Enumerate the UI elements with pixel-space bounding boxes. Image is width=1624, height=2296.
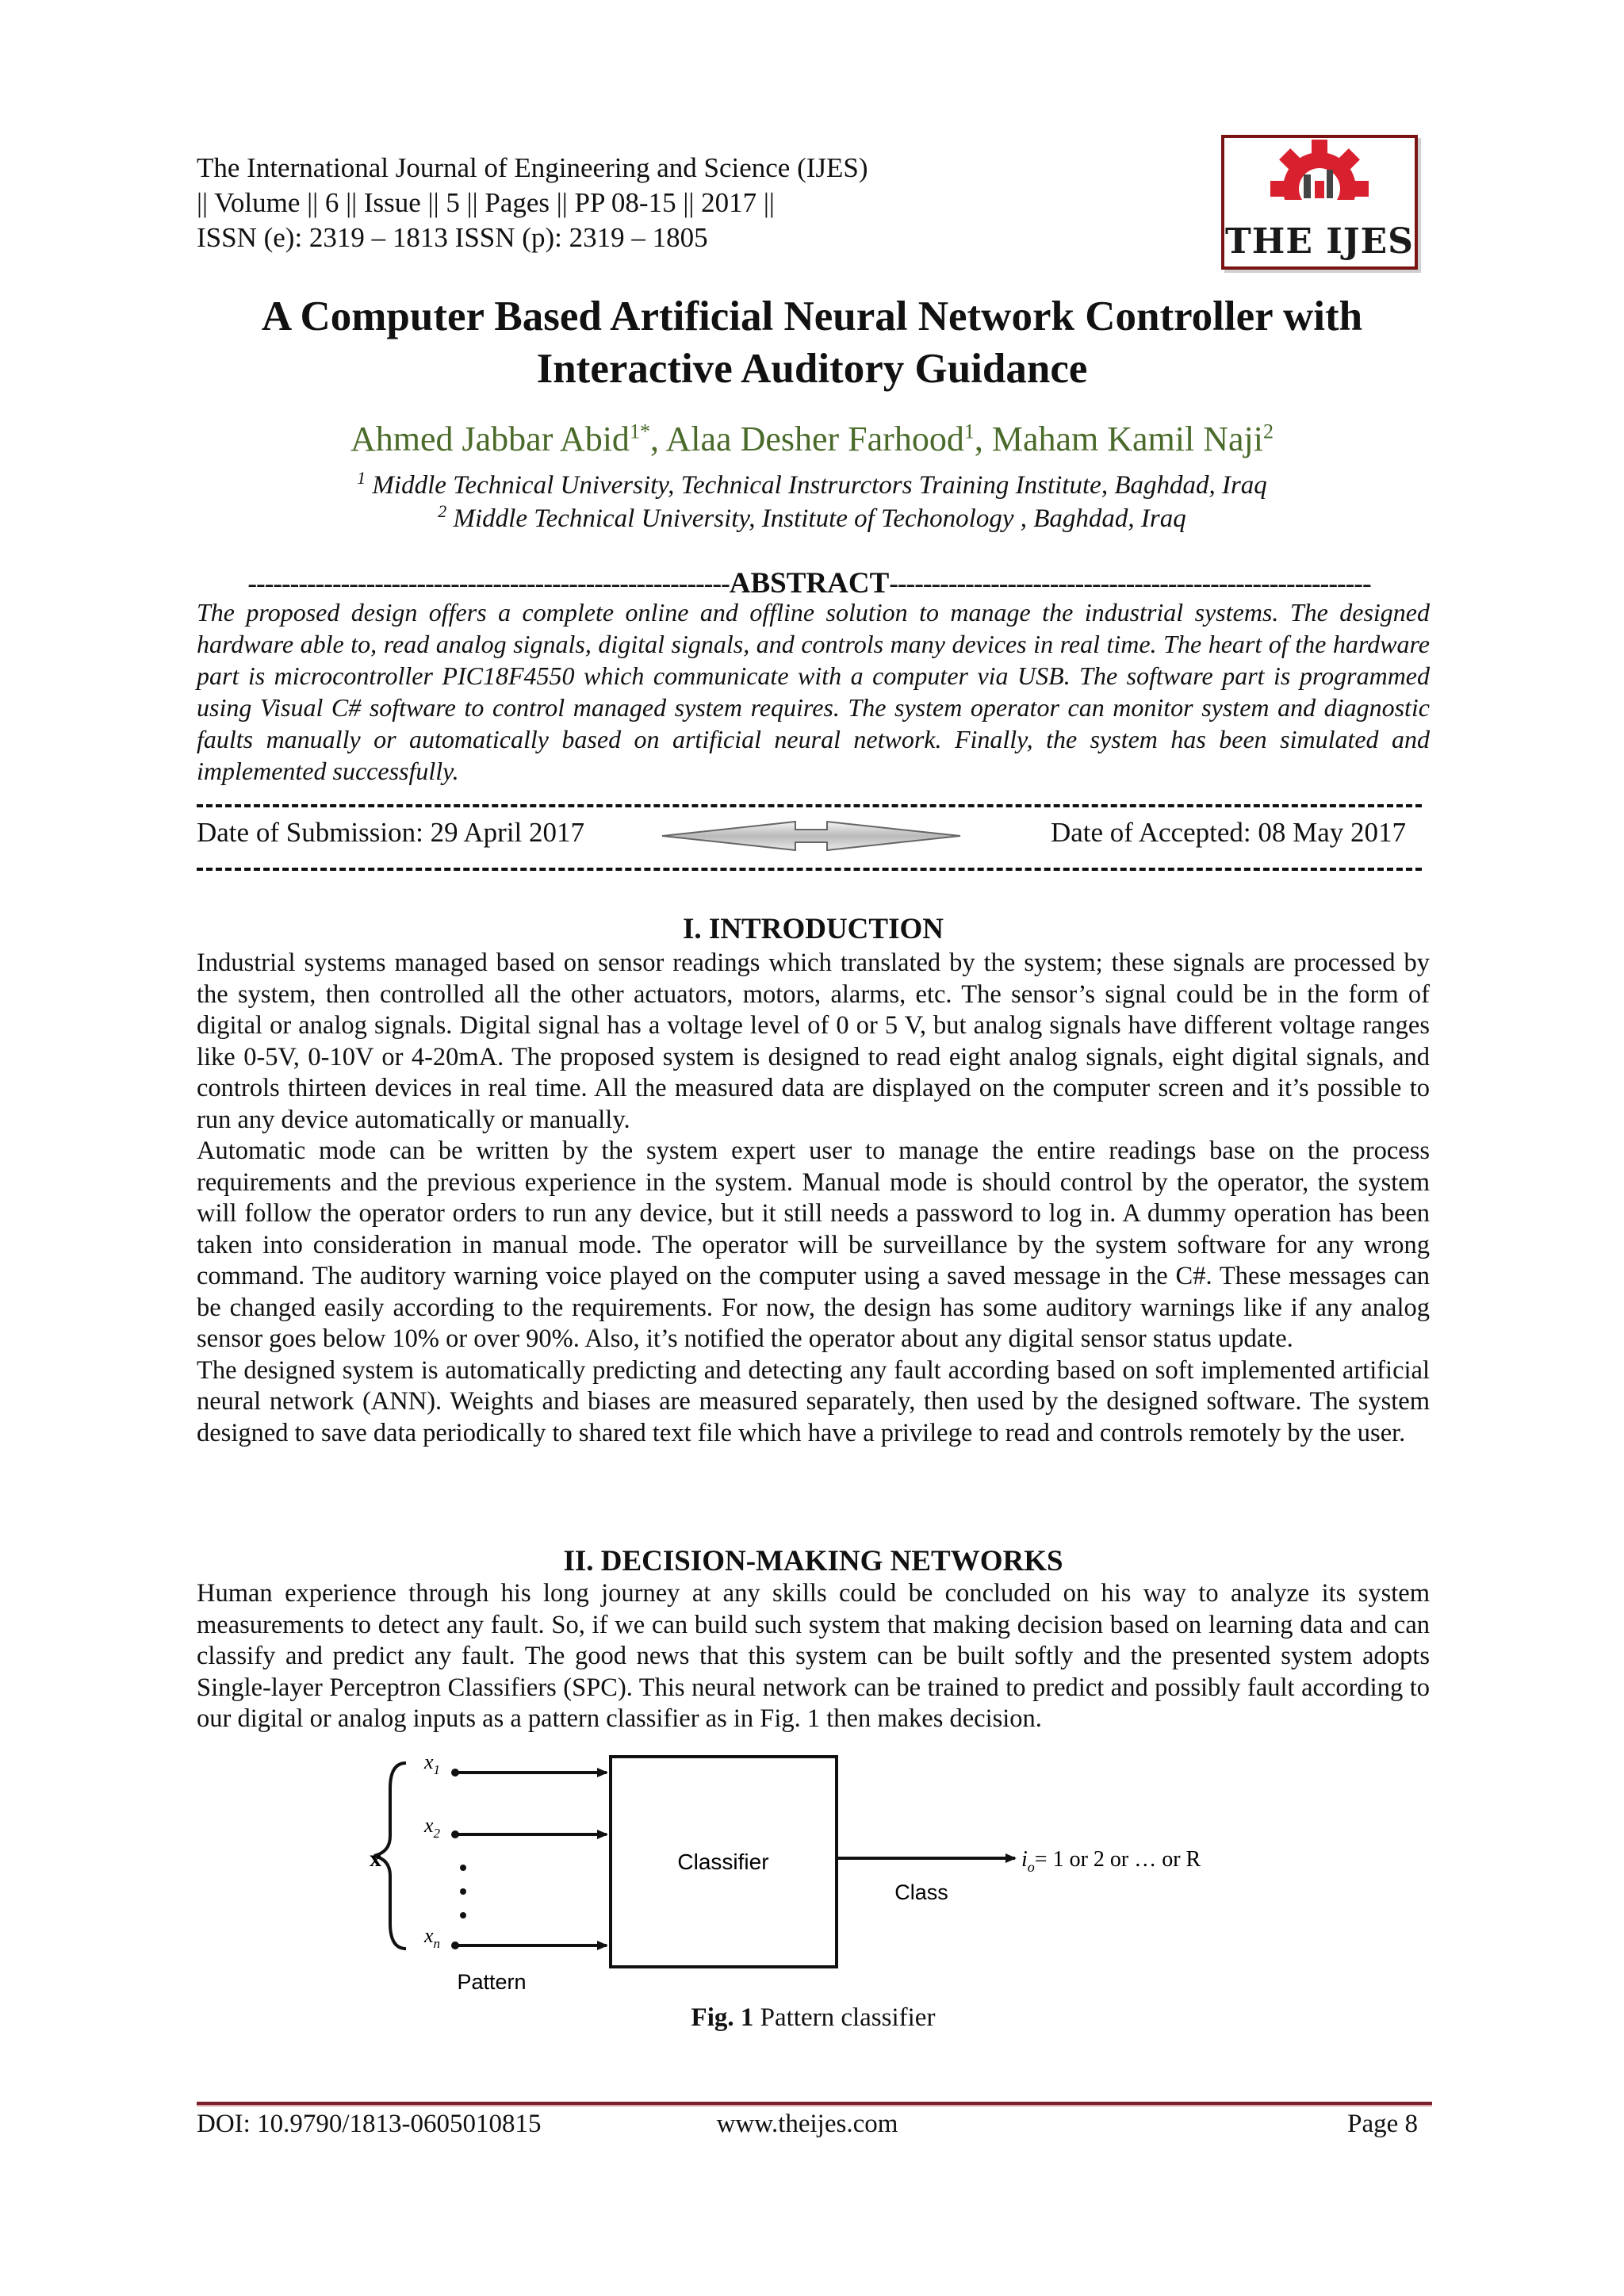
journal-volume: || Volume || 6 || Issue || 5 || Pages || PP 08-15 || 2017 || — [197, 187, 775, 218]
paragraph: Automatic mode can be written by the system expert user to manage the entire readings base on the process requirements and the previous experience in the system. Manual mode is should control by the operator, the system will follow the operator orders to run any device, but it still needs a password to log in. A dummy operation has been taken into consideration in manual mode. The operator will be surveillance by the system software for any wrong command. The auditory warning voice played on the computer using a saved message in the C#. These messages can be changed easily according to the requirements. For now, the design has some auditory warnings like if any analog sensor goes below 10% or over 90%. Also, it’s notified the operator about any digital sensor status update. — [197, 1137, 1430, 1353]
section-heading: II. DECISION-MAKING NETWORKS — [563, 1545, 1063, 1577]
gear-icon — [1224, 138, 1415, 225]
affiliation-text: Middle Technical University, Institute of Techonology , Baghdad, Iraq — [453, 504, 1186, 533]
title-line-2: Interactive Auditory Guidance — [536, 346, 1088, 392]
class-label: Class — [894, 1880, 948, 1904]
introduction-body — [197, 948, 1430, 1449]
input-vector-label: x — [370, 1846, 381, 1872]
journal-name: The International Journal of Engineering and Science (IJES) — [197, 152, 868, 183]
ellipsis-dot — [460, 1912, 466, 1918]
abstract-body: The proposed design offers a complete online and offline solution to manage the industrial systems. The designed hardware able to, read analog signals, digital signals, and controls many devices in real time. The heart of the hardware part is microcontroller PIC18F4550 which communicate with a computer via USB. The software part is programmed using Visual C# software to control managed system requires. The system operator can monitor system and diagnostic faults manually or automatically based on artificial neural network. Finally, the system has been simulated and implemented successfully. — [197, 598, 1430, 785]
paragraph: Human experience through his long journey at any skills could be concluded on his way to analyze its system measurements to detect any fault. So, if we can build such system that making decision based on learning data and can classify and predict any fault. The good news that this system can be built softly and the presented system adopts Single-layer Perceptron Classifiers (SPC). This neural network can be trained to predict and possibly fault according to our digital or analog inputs as a pattern classifier as in Fig. 1 then makes decision. — [197, 1579, 1430, 1733]
paper-title — [159, 290, 1465, 395]
double-arrow-icon — [661, 817, 962, 855]
author-affil-mark: 1* — [629, 420, 650, 443]
ellipsis-dot — [460, 1865, 466, 1871]
ellipsis-dot — [460, 1888, 466, 1895]
author-name: Ahmed Jabbar Abid — [350, 420, 630, 458]
ijes-logo — [1221, 135, 1418, 270]
divider — [197, 804, 1422, 807]
dates-row — [197, 817, 1422, 855]
section-heading: I. INTRODUCTION — [683, 913, 944, 945]
abstract-heading-rule: ---------------------------------------------------------ABSTRACT--------------------------------------------------------- — [247, 567, 1371, 598]
author-affil-mark: 1 — [963, 420, 975, 443]
input-label-x1: $x_1$ — [424, 1750, 441, 1777]
figure-number: Fig. 1 — [691, 2003, 754, 2032]
affiliation-text: Middle Technical University, Technical Instrurctors Training Institute, Baghdad, Iraq — [372, 471, 1267, 500]
paragraph: The designed system is automatically predicting and detecting any fault according based on soft implemented artificial neural network (ANN). Weights and biases are measured separately, then used by the designed software. The system designed to save data periodically to shared text file which have a privilege to read and controls remotely by the user. — [197, 1355, 1430, 1447]
footer-divider — [197, 2102, 1432, 2106]
input-label-xn: $x_n$ — [424, 1924, 441, 1951]
affiliation — [159, 501, 1465, 534]
affiliation-mark: 2 — [438, 501, 447, 521]
pattern-label: Pattern — [457, 1970, 527, 1994]
author-name: Maham Kamil Naji — [991, 420, 1263, 458]
figure-caption-text: Pattern classifier — [753, 2003, 936, 2032]
doi-text: DOI: 10.9790/1813-0605010815 — [197, 2110, 542, 2138]
author-name: Alaa Desher Farhood — [665, 420, 964, 458]
title-line-1: A Computer Based Artificial Neural Network Controller with — [261, 293, 1363, 339]
author-affil-mark: 2 — [1262, 420, 1274, 443]
logo-text: THE IJES — [1225, 221, 1414, 262]
journal-url[interactable]: www.theijes.com — [716, 2110, 898, 2138]
paragraph: Industrial systems managed based on sensor readings which translated by the system; these signals are processed by the system, then controlled all the other actuators, motors, alarms, etc. The sensor’s signal could be in the form of digital or analog signals. Digital signal has a voltage level of 0 or 5 V, but analog signals have different voltage ranges like 0-5V, 0-10V or 4-20mA. The proposed system is designed to read eight analog signals, eight digital signals, and controls thirteen devices in real time. All the measured data are displayed on the computer screen and it’s possible to run any device automatically or manually. — [197, 949, 1430, 1134]
page-footer — [197, 2110, 1418, 2145]
pattern-classifier-diagram — [349, 1741, 1300, 2003]
divider — [197, 868, 1422, 871]
author-list: Ahmed Jabbar Abid$^{1*}$, Alaa Desher Farhood$^1$, Maham Kamil Naji$^2$ — [350, 420, 1274, 458]
decision-networks-body — [197, 1578, 1430, 1735]
submission-date: Date of Submission: 29 April 2017 — [197, 817, 585, 848]
abstract-heading: ABSTRACT — [729, 567, 890, 598]
journal-header — [197, 151, 868, 255]
input-label-x2: $x_2$ — [424, 1814, 441, 1841]
output-equation: $i_o= 1$ or 2 or … or R — [1021, 1847, 1201, 1875]
journal-issn: ISSN (e): 2319 – 1813 ISSN (p): 2319 – 1805 — [197, 222, 708, 253]
accepted-date: Date of Accepted: 08 May 2017 — [1050, 817, 1406, 848]
affiliation — [159, 468, 1465, 500]
figure-caption — [197, 2003, 1430, 2033]
affiliation-mark: 1 — [357, 468, 366, 488]
classifier-label: Classifier — [677, 1849, 769, 1874]
page-number: Page 8 — [1347, 2110, 1418, 2138]
